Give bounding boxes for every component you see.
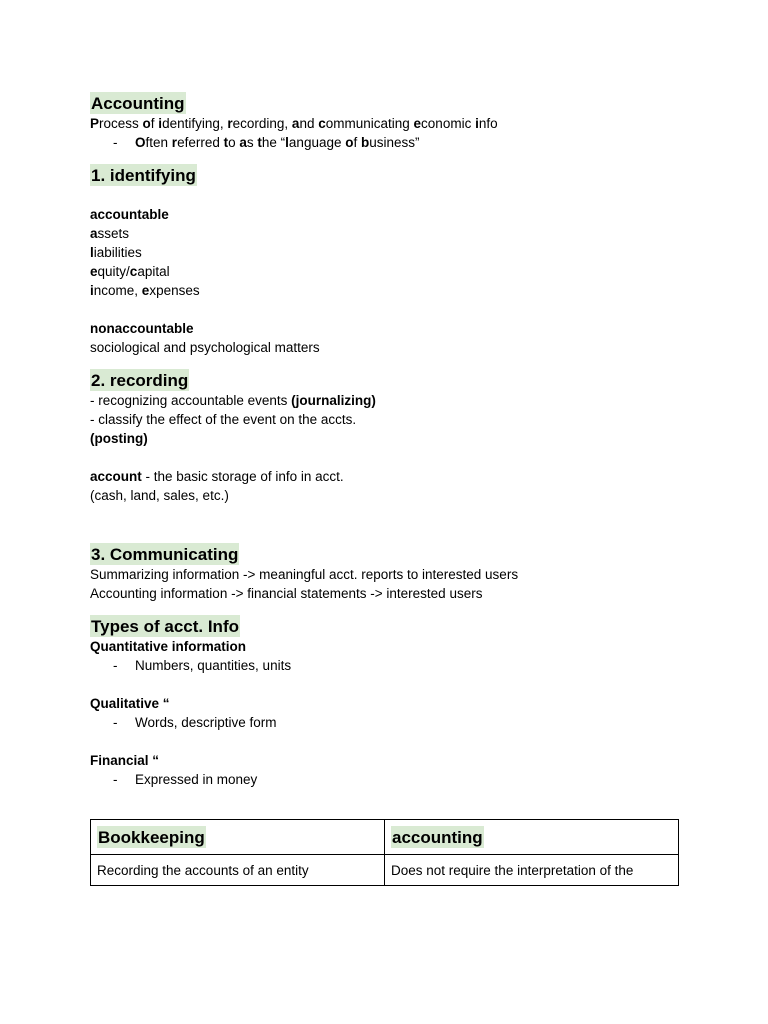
recording-line-2: - classify the effect of the event on the accts. — [90, 412, 357, 427]
initial-letter: b — [361, 135, 370, 150]
word-rest: f — [353, 135, 361, 150]
bullet-dash: - — [113, 658, 118, 673]
initial-letter: t — [257, 135, 262, 150]
word-rest: rocess — [99, 116, 143, 131]
word-rest: xpenses — [149, 283, 200, 298]
table-header-cell — [91, 820, 385, 855]
account-examples: (cash, land, sales, etc.) — [90, 488, 229, 503]
accountable-item — [90, 262, 680, 281]
word-rest: s — [246, 135, 258, 150]
type-bullet-text: Expressed in money — [135, 772, 258, 787]
communicating-line-1: Summarizing information -> meaningful acct. reports to interested users — [90, 567, 519, 582]
type-bullet-text: Words, descriptive form — [135, 715, 277, 730]
type-label: Qualitative “ — [90, 696, 170, 711]
word-rest: ecording, — [232, 116, 292, 131]
word-rest: ften — [145, 135, 172, 150]
initial-letter: P — [90, 116, 100, 131]
initial-letter: e — [413, 116, 422, 131]
initial-letter: e — [90, 264, 98, 279]
word-rest: he “ — [261, 135, 286, 150]
initial-letter: l — [90, 245, 94, 260]
accountable-item — [90, 224, 680, 243]
type-label: Quantitative information — [90, 639, 247, 654]
communicating-line-2: Accounting information -> financial statements -> interested users — [90, 586, 483, 601]
word-rest: conomic — [421, 116, 476, 131]
initial-letter: o — [345, 135, 354, 150]
list-item — [90, 656, 680, 675]
account-definition — [90, 467, 680, 486]
word-rest: anguage — [288, 135, 346, 150]
initial-letter: i — [90, 283, 94, 298]
type-bullet-text: Numbers, quantities, units — [135, 658, 292, 673]
initial-letter: i — [158, 116, 163, 131]
initial-letter: i — [475, 116, 479, 131]
word-rest: apital — [137, 264, 170, 279]
bullet-dash: - — [113, 715, 118, 730]
word-rest: nd — [299, 116, 319, 131]
table-cell: Recording the accounts of an entity — [91, 855, 385, 886]
initial-letter: c — [129, 264, 138, 279]
initial-letter: r — [227, 116, 233, 131]
initial-letter: a — [291, 116, 300, 131]
table-header-row — [91, 820, 679, 855]
recording-line-1 — [90, 391, 680, 410]
account-term: account — [90, 469, 142, 484]
heading-communicating: 3. Communicating — [91, 545, 239, 564]
document-content — [90, 92, 680, 886]
nonaccountable-label: nonaccountable — [90, 321, 194, 336]
initial-letter: a — [90, 226, 98, 241]
recording-line-1-bold: (journalizing) — [291, 393, 376, 408]
list-item — [90, 770, 680, 789]
heading-identifying: 1. identifying — [91, 166, 196, 185]
word-rest: eferred — [177, 135, 224, 150]
heading-recording: 2. recording — [91, 371, 189, 390]
heading-accounting: Accounting — [91, 94, 185, 113]
comparison-table — [90, 819, 679, 886]
table-header-accounting: accounting — [392, 828, 483, 847]
type-label: Financial “ — [90, 753, 160, 768]
account-def-text: - the basic storage of info in acct. — [141, 469, 344, 484]
word-rest: dentifying, — [162, 116, 228, 131]
initial-letter: e — [141, 283, 150, 298]
word-rest: iabilities — [93, 245, 142, 260]
heading-types: Types of acct. Info — [91, 617, 239, 636]
accountable-item — [90, 281, 680, 300]
initial-letter: l — [285, 135, 289, 150]
word-rest: f — [150, 116, 159, 131]
list-item — [90, 713, 680, 732]
initial-letter: t — [223, 135, 229, 150]
initial-letter: O — [135, 135, 146, 150]
bullet-dash: - — [113, 135, 118, 150]
word-rest: quity/ — [97, 264, 130, 279]
accounting-definition — [90, 114, 680, 133]
initial-letter: r — [171, 135, 178, 150]
word-rest: usiness” — [369, 135, 420, 150]
initial-letter: c — [318, 116, 326, 131]
initial-letter: a — [239, 135, 247, 150]
word-rest: nfo — [478, 116, 498, 131]
recording-line-1-text: - recognizing accountable events — [90, 393, 292, 408]
table-header-bookkeeping: Bookkeeping — [98, 828, 205, 847]
word-rest: ommunicating — [325, 116, 414, 131]
accountable-list — [90, 224, 680, 300]
accountable-item — [90, 243, 680, 262]
initial-letter: o — [142, 116, 151, 131]
table-header-cell — [385, 820, 679, 855]
accountable-label: accountable — [90, 207, 169, 222]
word-rest: ssets — [97, 226, 130, 241]
table-cell: Does not require the interpretation of the — [385, 855, 679, 886]
accounting-bullet-text — [135, 133, 420, 152]
recording-line-3: (posting) — [90, 431, 148, 446]
nonaccountable-text: sociological and psychological matters — [90, 340, 320, 355]
types-list — [90, 637, 680, 789]
table-row — [91, 855, 679, 886]
word-rest: o — [228, 135, 240, 150]
list-item — [90, 133, 680, 152]
word-rest: ncome, — [93, 283, 142, 298]
bullet-dash: - — [113, 772, 118, 787]
